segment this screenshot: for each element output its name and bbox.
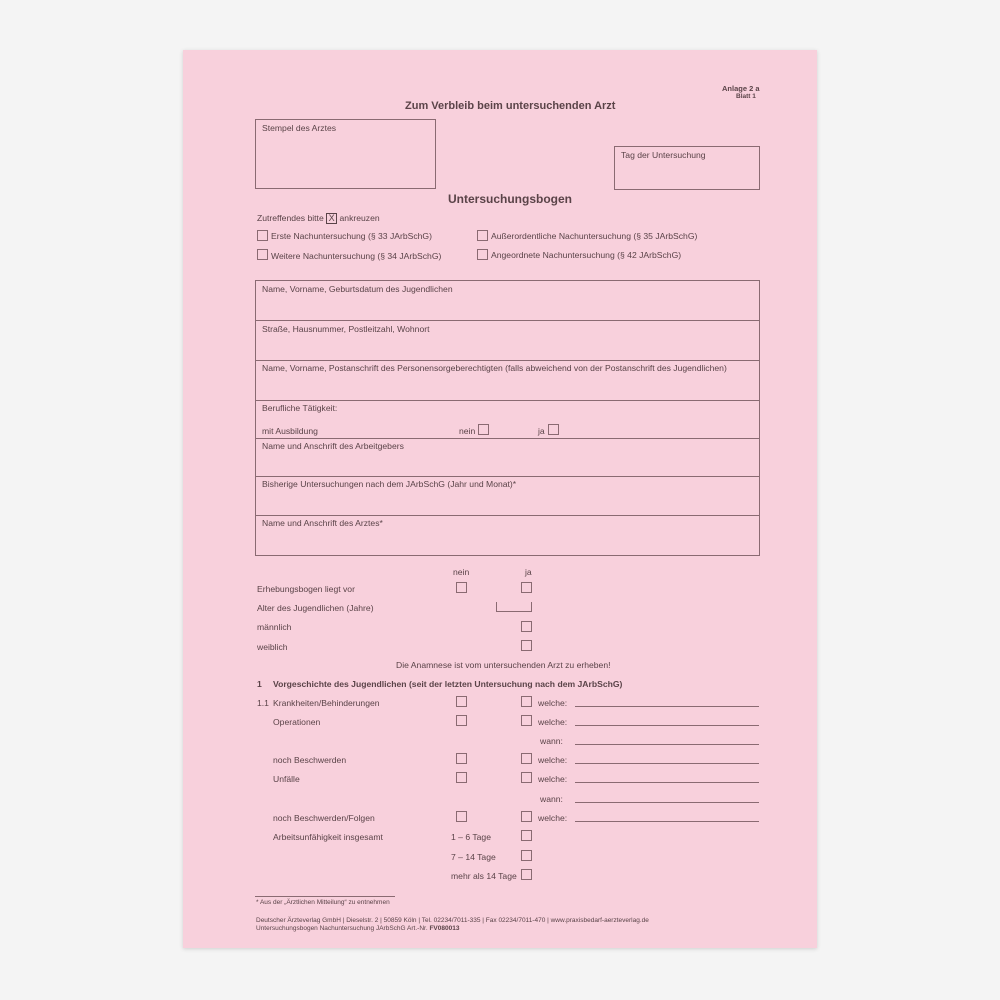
date-label: Tag der Untersuchung [621,150,706,160]
item-label: Operationen [273,717,321,727]
anlage-label: Anlage 2 a [722,84,760,93]
stamp-label: Stempel des Arztes [262,123,337,133]
erhebungsbogen-nein[interactable] [456,582,467,593]
divider [255,400,759,401]
divider [255,438,759,439]
label-erste: Erste Nachuntersuchung (§ 33 JArbSchG) [271,231,432,241]
item-label: noch Beschwerden/Folgen [273,813,375,823]
wann-input-line[interactable] [575,802,759,803]
welche-input-line[interactable] [575,763,759,764]
training-label: mit Ausbildung [262,426,318,436]
female-checkbox[interactable] [521,640,532,651]
article-number: FV080013 [429,925,460,932]
wann-input-line[interactable] [575,744,759,745]
item-label: Arbeitsunfähigkeit insgesamt [273,832,383,842]
divider [255,320,759,321]
welche-label: welche: [538,717,568,727]
checkbox-erste[interactable] [257,230,268,241]
field-name[interactable]: Name, Vorname, Geburtsdatum des Jugendlichen [262,284,453,294]
section-number: 1 [257,679,262,689]
example-checkbox-icon: X [326,213,337,224]
field-doctor[interactable]: Name und Anschrift des Arztes* [262,518,383,528]
date-box[interactable] [614,146,760,190]
training-nein-checkbox[interactable] [478,424,489,435]
male-checkbox[interactable] [521,621,532,632]
label-ausserordentliche: Außerordentliche Nachuntersuchung (§ 35 JArbSchG) [491,231,698,241]
wann-label: wann: [540,794,563,804]
welche-label: welche: [538,698,568,708]
welche-input-line[interactable] [575,706,759,707]
instruction-post: ankreuzen [339,213,380,223]
item-nein-checkbox[interactable] [456,753,467,764]
section-title: Vorgeschichte des Jugendlichen (seit der letzten Untersuchung nach dem JArbSchG) [273,679,623,689]
blatt-label: Blatt 1 [736,93,756,100]
item-nein-checkbox[interactable] [456,715,467,726]
welche-label: welche: [538,813,568,823]
header-title: Zum Verbleib beim untersuchenden Arzt [405,100,616,112]
item-ja-checkbox[interactable] [521,830,532,841]
subsection-number: 1.1 [257,698,269,708]
item-ja-checkbox[interactable] [521,811,532,822]
footnote-rule [255,896,395,897]
divider [255,515,759,516]
item-label: Unfälle [273,774,300,784]
welche-input-line[interactable] [575,782,759,783]
item-ja-checkbox[interactable] [521,696,532,707]
divider [255,476,759,477]
anamnese-note: Die Anamnese ist vom untersuchenden Arzt zu erheben! [396,660,611,670]
form-title: Untersuchungsbogen [448,192,573,206]
checkbox-angeordnete[interactable] [477,249,488,260]
instruction-pre: Zutreffendes bitte [257,213,324,223]
divider [255,360,759,361]
duration-label: mehr als 14 Tage [451,871,517,881]
training-ja-checkbox[interactable] [548,424,559,435]
label-female: weiblich [257,642,288,652]
item-ja-checkbox[interactable] [521,753,532,764]
field-guardian[interactable]: Name, Vorname, Postanschrift des Personensorgeberechtigten (falls abweichend von der Postanschrift des Jugendlichen) [262,363,727,373]
item-nein-checkbox[interactable] [456,811,467,822]
field-occupation[interactable]: Berufliche Tätigkeit: [262,403,338,413]
label-male: männlich [257,622,292,632]
item-ja-checkbox[interactable] [521,850,532,861]
welche-input-line[interactable] [575,821,759,822]
item-nein-checkbox[interactable] [456,772,467,783]
item-label: Krankheiten/Behinderungen [273,698,380,708]
article-label: Untersuchungsbogen Nachuntersuchung JArbSchG Art.-Nr. [256,925,428,932]
label-angeordnete: Angeordnete Nachuntersuchung (§ 42 JArbSchG) [491,250,682,260]
training-ja-label: ja [538,426,545,436]
item-label: noch Beschwerden [273,755,347,765]
checkbox-ausserordentliche[interactable] [477,230,488,241]
duration-label: 7 – 14 Tage [451,852,496,862]
label-erhebungsbogen: Erhebungsbogen liegt vor [257,584,355,594]
erhebungsbogen-ja[interactable] [521,582,532,593]
col-nein: nein [453,567,470,577]
wann-label: wann: [540,736,563,746]
field-previous-exams[interactable]: Bisherige Untersuchungen nach dem JArbSchG (Jahr und Monat)* [262,479,517,489]
age-field[interactable] [496,602,532,612]
item-nein-checkbox[interactable] [456,696,467,707]
field-address[interactable]: Straße, Hausnummer, Postleitzahl, Wohnort [262,324,430,334]
duration-label: 1 – 6 Tage [451,832,491,842]
publisher-info: Deutscher Ärzteverlag GmbH | Dieselstr. 2 | 50859 Köln | Tel. 02234/7011-335 | Fax 02234/7011-470 | www.praxisbedarf-aerzteverlag.de [256,917,649,924]
article-info [256,925,459,932]
welche-label: welche: [538,755,568,765]
label-weitere: Weitere Nachuntersuchung (§ 34 JArbSchG) [271,251,442,261]
footnote: * Aus der „Ärztlichen Mitteilung“ zu entnehmen [256,899,390,906]
label-age: Alter des Jugendlichen (Jahre) [257,603,374,613]
welche-input-line[interactable] [575,725,759,726]
checkbox-weitere[interactable] [257,249,268,260]
field-employer[interactable]: Name und Anschrift des Arbeitgebers [262,441,404,451]
instruction [257,213,380,224]
item-ja-checkbox[interactable] [521,715,532,726]
item-ja-checkbox[interactable] [521,869,532,880]
col-ja: ja [525,567,532,577]
training-nein-label: nein [459,426,476,436]
item-ja-checkbox[interactable] [521,772,532,783]
stamp-box[interactable] [255,119,436,189]
welche-label: welche: [538,774,568,784]
